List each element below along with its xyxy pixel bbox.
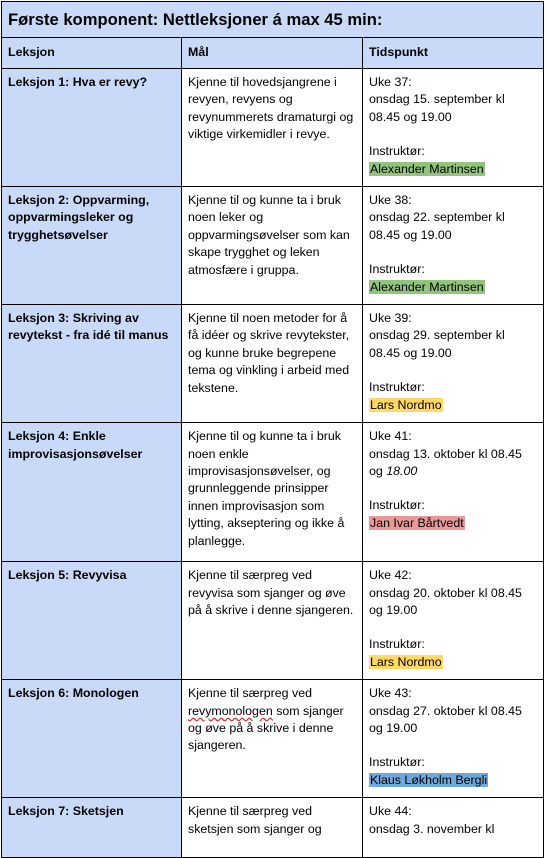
table-row xyxy=(2,562,544,680)
lesson-week: Uke 37: xyxy=(369,75,412,89)
table-row xyxy=(2,680,544,798)
table-title: Første komponent: Nettleksjoner á max 45 min: xyxy=(2,2,544,38)
lesson-date-text: onsdag 13. oktober kl 08.45 og xyxy=(369,446,522,478)
lesson-title: Leksjon 4: Enkle improvisasjonsøvelser xyxy=(2,423,182,562)
instructor-name: Klaus Løkholm Bergli xyxy=(370,772,488,787)
instructor-label: Instruktør: xyxy=(369,637,425,652)
lesson-goal: Kjenne til hovedsjangrene i revyen, revyens og revynummerets dramaturgi og viktige virkemidler i revye. xyxy=(182,69,363,187)
lesson-goal: Kjenne til særpreg ved revyvisa som sjanger og øve på å skrive i denne sjangeren. xyxy=(182,562,363,680)
instructor-label: Instruktør: xyxy=(369,262,425,277)
lesson-goal: Kjenne til og kunne ta i bruk noen leker og oppvarmingsøvelser som kan skape trygghet og leken atmosfære i gruppa. xyxy=(182,187,363,305)
instructor-label: Instruktør: xyxy=(369,380,425,395)
lesson-title: Leksjon 5: Revyvisa xyxy=(2,562,182,680)
instructor-name: Lars Nordmo xyxy=(370,397,442,412)
goal-spellcheck-word: revymonologen xyxy=(188,703,273,718)
lesson-week: Uke 39: xyxy=(369,311,412,326)
lesson-time xyxy=(363,680,544,798)
lesson-title: Leksjon 3: Skriving av revytekst - fra idé til manus xyxy=(2,305,182,423)
lesson-date: onsdag 29. september kl 08.45 og 19.00 xyxy=(369,328,505,360)
header-time: Tidspunkt xyxy=(363,38,544,69)
table-row xyxy=(2,187,544,305)
lesson-date: onsdag 15. september kl 08.45 og 19.00 xyxy=(369,92,505,124)
lesson-time xyxy=(363,423,544,562)
lesson-goal: Kjenne til særpreg ved sketsjen som sjanger og xyxy=(182,798,363,858)
header-lesson: Leksjon xyxy=(2,38,182,69)
goal-text: Kjenne til særpreg ved xyxy=(188,686,312,701)
table-row xyxy=(2,423,544,562)
lesson-date: onsdag 22. september kl 08.45 og 19.00 xyxy=(369,210,505,242)
lesson-goal xyxy=(182,680,363,798)
table-row xyxy=(2,305,544,423)
lesson-time xyxy=(363,69,544,187)
lesson-week: Uke 38: xyxy=(369,193,412,208)
instructor-label: Instruktør: xyxy=(369,498,425,513)
lesson-time xyxy=(363,562,544,680)
lesson-time xyxy=(363,305,544,423)
document xyxy=(1,1,543,836)
table-row xyxy=(2,69,544,187)
lesson-title: Leksjon 2: Oppvarming, oppvarmingsleker og trygghetsøvelser xyxy=(2,187,182,305)
table-header-row xyxy=(2,38,544,69)
lesson-goal: Kjenne til og kunne ta i bruk noen enkle improvisasjonsøvelser, og grunnleggende prinsipper innen improvisasjon som lytting, akseptering og ikke å planlegge. xyxy=(182,423,363,562)
instructor-label: Instruktør: xyxy=(369,755,425,770)
lesson-date xyxy=(369,446,537,481)
lesson-date: onsdag 20. oktober kl 08.45 og 19.00 xyxy=(369,585,522,617)
instructor-name: Alexander Martinsen xyxy=(370,161,484,176)
lesson-title: Leksjon 6: Monologen xyxy=(2,680,182,798)
instructor-name: Jan Ivar Bårtvedt xyxy=(370,515,464,530)
lesson-title: Leksjon 7: Sketsjen xyxy=(2,798,182,858)
goal-text: som sjanger og øve på å skrive i denne sjangeren. xyxy=(188,703,344,753)
instructor-name: Alexander Martinsen xyxy=(370,279,484,294)
lesson-week: Uke 42: xyxy=(369,568,412,583)
lesson-date-italic: 18.00 xyxy=(386,463,418,478)
lesson-time xyxy=(363,798,544,858)
lesson-table xyxy=(1,1,544,858)
lesson-goal: Kjenne til noen metoder for å få idéer og skrive revytekster, og kunne bruke begrepene tema og vinkling i arbeid med tekstene. xyxy=(182,305,363,423)
header-goal: Mål xyxy=(182,38,363,69)
lesson-date: onsdag 27. oktober kl 08.45 og 19.00 xyxy=(369,703,522,735)
lesson-week: Uke 43: xyxy=(369,686,412,701)
lesson-date: onsdag 3. november kl xyxy=(369,821,495,836)
instructor-name: Lars Nordmo xyxy=(370,654,442,669)
instructor-label: Instruktør: xyxy=(369,144,425,159)
table-row xyxy=(2,798,544,858)
lesson-week: Uke 44: xyxy=(369,804,412,819)
lesson-time xyxy=(363,187,544,305)
table-title-row xyxy=(2,2,544,38)
lesson-week: Uke 41: xyxy=(369,429,412,444)
lesson-title: Leksjon 1: Hva er revy? xyxy=(2,69,182,187)
